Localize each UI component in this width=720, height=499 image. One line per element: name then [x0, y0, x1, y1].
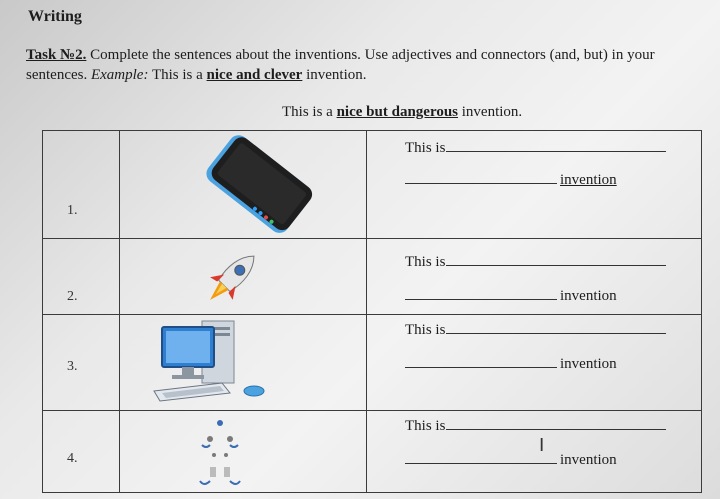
row-number: 2.: [67, 289, 78, 304]
answer-cell: [367, 315, 702, 411]
task-number: Task №2.: [26, 47, 87, 63]
answer-blank[interactable]: [405, 285, 557, 300]
picture-cell: [120, 411, 367, 493]
example-label: Example:: [90, 67, 149, 83]
table-row: [43, 131, 702, 239]
task-instruction-text: Complete the sentences about the inventions. Use adjectives and connectors (and, but) in your sentences.: [26, 47, 655, 83]
task-instructions: [26, 45, 686, 85]
row-number: 1.: [67, 203, 78, 218]
example-post: invention.: [302, 67, 367, 83]
answer-line-2: [405, 449, 617, 469]
row-number: 4.: [67, 451, 78, 466]
answer-line-1: [405, 319, 666, 339]
example-sentence-adjectives: nice but dangerous: [336, 104, 459, 120]
answer-blank[interactable]: [446, 415, 666, 430]
inventions-table: [42, 130, 702, 493]
robot-icon: [180, 415, 260, 489]
invention-label: invention: [560, 452, 617, 468]
answer-line-1: [405, 415, 666, 435]
example-pre: This is a: [148, 67, 207, 83]
answer-line-2: [405, 353, 617, 373]
answer-cell: [367, 131, 702, 239]
row-number: 3.: [67, 359, 78, 374]
answer-blank[interactable]: [446, 251, 666, 266]
this-is-label: This is: [405, 140, 446, 156]
example-sentence-pre: This is a: [282, 104, 337, 120]
this-is-label: This is: [405, 322, 446, 338]
invention-label: invention: [560, 172, 617, 188]
this-is-label: This is: [405, 418, 446, 434]
answer-blank[interactable]: [446, 319, 666, 334]
example-sentence: [282, 104, 522, 121]
table-row: [43, 315, 702, 411]
answer-line-1: [405, 251, 666, 271]
answer-blank[interactable]: [405, 449, 557, 464]
picture-cell: [120, 315, 367, 411]
example-sentence-post: invention.: [458, 104, 523, 120]
invention-label: invention: [560, 288, 617, 304]
number-cell: [43, 315, 120, 411]
table-row: [43, 239, 702, 315]
rocket-icon: [192, 243, 272, 313]
example-adjectives: nice and clever: [206, 67, 303, 83]
answer-line-2: [405, 169, 617, 189]
table-row: [43, 411, 702, 493]
answer-cell: [367, 411, 702, 493]
answer-blank[interactable]: [405, 169, 557, 184]
answer-cell: [367, 239, 702, 315]
picture-cell: [120, 131, 367, 239]
answer-line-1: [405, 137, 666, 157]
picture-cell: [120, 239, 367, 315]
number-cell: [43, 239, 120, 315]
this-is-label: This is: [405, 254, 446, 270]
smartphone-icon: [176, 133, 336, 243]
number-cell: [43, 411, 120, 493]
text-cursor-icon: I: [539, 435, 545, 456]
answer-blank[interactable]: [405, 353, 557, 368]
number-cell: [43, 131, 120, 239]
answer-blank[interactable]: [446, 137, 666, 152]
invention-label: invention: [560, 356, 617, 372]
computer-icon: [150, 319, 290, 405]
section-heading: Writing: [28, 8, 82, 25]
answer-line-2: [405, 285, 617, 305]
